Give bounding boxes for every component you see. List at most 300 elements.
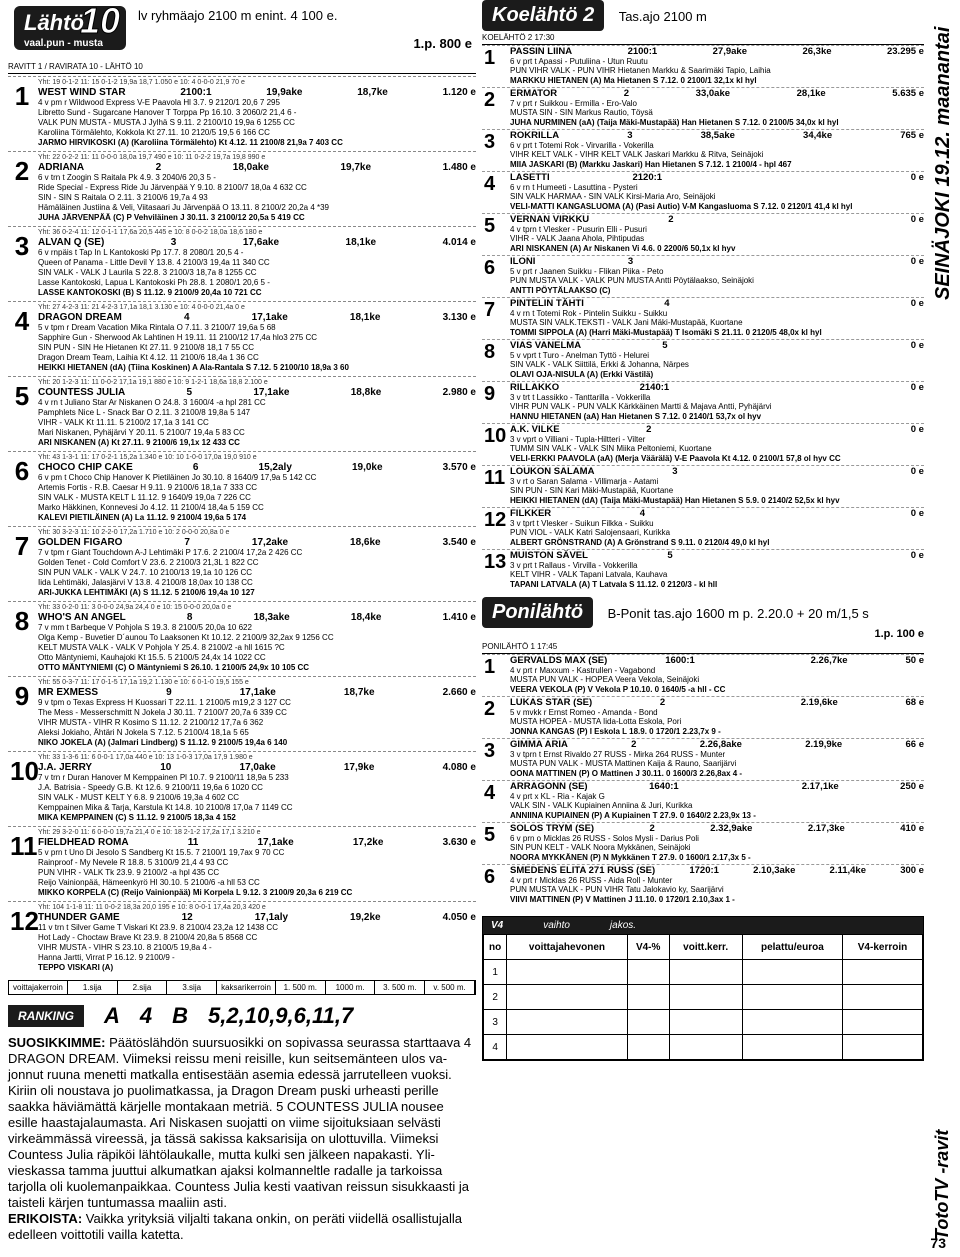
- start-number: 1: [484, 47, 496, 69]
- driver-line: OTTO MÄNTYNIEMI (C) O Mäntyniemi S 26.10. 1 2100/5 24,9x 10 105 CC: [38, 663, 310, 672]
- best-record: 17,1aly: [254, 912, 289, 923]
- driver-line: MIKKO KORPELA (C) (Reijo Vainionpää) Mi Korpela L 9.12. 3 2100/9 20,3a 6 219 CC: [38, 888, 353, 897]
- total-earnings: 2.980 e: [442, 387, 476, 398]
- horse-entry: [482, 654, 924, 696]
- best-record-alt: 18,7ke: [357, 87, 388, 98]
- horse-name-row: [38, 313, 476, 323]
- v4-column-header: V4-%: [627, 935, 669, 960]
- ponilahto-section: [482, 597, 924, 906]
- horse-detail-line: PUN MUSTA VALK - PUN VIHR Tatu Jalokavio ky, Saarijärvi: [510, 885, 724, 894]
- start-number: 7: [14, 531, 30, 561]
- driver-line: VELI-ERKKI PAAVOLA (aA) (Merja Väärälä) V-E Paavola Kt 4.12. 0 2100/1 57,8 ol hyv CC: [510, 453, 841, 463]
- v4-empty-cell: [843, 960, 923, 985]
- horse-entry: [8, 751, 476, 826]
- best-record-alt: 17,2ke: [352, 837, 384, 848]
- total-earnings: 765 e: [900, 130, 924, 141]
- horse-entry: [482, 255, 924, 297]
- horse-name: ROKRILLA: [510, 130, 560, 141]
- horse-detail-line: MUSTA HOPEA - MUSTA Iida-Lotta Eskola, Pori: [510, 717, 682, 726]
- logo-text: Lähtö: [24, 10, 84, 35]
- total-earnings: 2.660 e: [442, 687, 476, 698]
- start-number: 1: [14, 81, 30, 111]
- start-distance: 2120:1: [632, 172, 663, 183]
- v4-empty-cell: [669, 960, 742, 985]
- total-earnings: 300 e: [900, 865, 924, 876]
- v4-row: [484, 985, 923, 1010]
- horse-detail-line: 3 v rt o Saran Salama - Villimarja - Aatami: [510, 476, 659, 486]
- horse-detail-line: SIN VALK - MUST KELT Y 6.8. 9 2100/6 19,3a 4 602 CC: [38, 793, 240, 802]
- horse-entry: [8, 901, 476, 976]
- total-earnings: 0 e: [910, 424, 924, 435]
- horse-name: GERVALDS MAX (SE): [510, 655, 608, 666]
- horse-name-row: [510, 782, 924, 792]
- horse-name: ERMATOR: [510, 88, 558, 99]
- start-distance: 3: [170, 237, 177, 248]
- start-number: 6: [14, 456, 30, 486]
- horse-detail-line: 3 v tprt t Vlesker - Suikun Filkka - Suikku: [510, 518, 654, 528]
- horse-detail-line: 5 v prn t Uno Di Jesolo S Sandberg Kt 15.5. 7 2100/1 19,7ax 9 70 CC: [38, 848, 285, 857]
- start-distance: 5: [662, 340, 668, 351]
- best-record-alt: 34,4ke: [803, 130, 833, 141]
- ranking-b-letter: B: [172, 1003, 189, 1028]
- horse-detail-line: Libretto Sund - Sugarcane Hanover T Torppa Pp 16.10. 3 2060/2 21,4 6 -: [38, 108, 297, 117]
- horse-detail-line: SIN PUN - SIN Kari Mäki-Mustapää, Kuortane: [510, 486, 674, 495]
- horse-detail-line: VALK SIN - VALK Kupiainen Anniina & Juri, Kurikka: [510, 801, 693, 810]
- horse-detail-line: 7 v mm t Barbeque V Pohjola S 19.3. 8 2100/5 20,0a 10 622: [38, 623, 252, 632]
- horse-detail-line: Iida Lehtimäki, Jalasjärvi V 13.8. 4 2100/8 18,0ax 10 138 CC: [38, 578, 253, 587]
- total-earnings: 23.295 e: [886, 46, 924, 57]
- start-number: 4: [484, 782, 496, 804]
- best-record-alt: 18,6ke: [350, 537, 381, 548]
- record-summary: Yht: 33 1-3-6 11: 6 0-0-1 17,0a 440 e 10: 13 1-0-3 17,0a 17,9 1.980 e: [38, 754, 253, 761]
- horse-entry: [8, 601, 476, 676]
- horse-entry: [482, 45, 924, 87]
- race-header: [8, 0, 476, 60]
- start-distance: 2: [659, 697, 666, 708]
- horse-detail-line: 3 v trt t Lassikko - Tanttarilla - Vokkerilla: [510, 392, 651, 402]
- horse-detail-line: Karoliina Törmälehto, Kokkola Kt 27.11. 10 2120/5 19,5 6 166 CC: [38, 128, 270, 137]
- race-line: RAVITT 1 / RAVIRATA 10 - LÄHTÖ 10: [8, 60, 476, 74]
- start-distance: 3: [627, 256, 634, 267]
- horse-name: FIELDHEAD ROMA: [38, 837, 129, 848]
- horse-detail-line: 3 v vprt o Villiani - Tupla-Hiltteri - Vilter: [510, 434, 646, 444]
- horse-name: MR EXMESS: [38, 687, 99, 698]
- v4-row-number: 3: [484, 1010, 507, 1035]
- start-distance: 5: [186, 387, 193, 398]
- horse-entry: [8, 826, 476, 901]
- driver-line: VEERA VEKOLA (P) V Vekola P 10.10. 0 1640/5 -a hll - CC: [510, 684, 726, 694]
- horse-detail-line: 6 v rnpäis t Tap In L Kantokoski Pp 17.7. 8 2080/1 20,5 4 -: [38, 248, 244, 257]
- total-earnings: 1.410 e: [442, 612, 476, 623]
- total-earnings: 0 e: [910, 172, 924, 183]
- horse-name-row: [38, 838, 476, 848]
- driver-line: KALEVI PIETILÄINEN (A) La 11.12. 9 2100/4 19,6a 5 174: [38, 513, 247, 522]
- horse-detail-line: 7 v trn r Duran Hanover M Kemppainen Pl 10.7. 9 2100/11 18,9a 5 233: [38, 773, 289, 782]
- lahto-logo: [14, 0, 126, 50]
- v4-row: [484, 1035, 923, 1060]
- horse-entry: [482, 465, 924, 507]
- start-distance: 11: [187, 837, 199, 848]
- start-number: 3: [484, 740, 496, 762]
- horse-name-row: [510, 173, 924, 183]
- best-record-alt: 19,7ke: [340, 162, 372, 173]
- horse-entry: [8, 451, 476, 526]
- best-record: 17,1ake: [257, 837, 294, 848]
- v4-column-header: pelattu/euroa: [742, 935, 842, 960]
- total-earnings: 4.014 e: [442, 237, 476, 248]
- start-distance: 2: [623, 88, 630, 99]
- driver-line: TEPPO VISKARI (A): [38, 963, 114, 972]
- record-summary: Yht: 33 0-2-0 11: 3 0-0-0 24,9a 24,4 0 e 10: 15 0-0-0 20,0a 0 e: [38, 604, 232, 611]
- driver-line: ANTTI PÖYTÄLAAKSO (C): [510, 285, 611, 295]
- v4-empty-cell: [507, 1035, 628, 1060]
- summary-lead: SUOSIKKIMME:: [8, 1035, 106, 1050]
- start-number: 3: [14, 231, 30, 261]
- time-table-cell: 3.sija: [167, 981, 217, 994]
- horse-detail-line: Hanna Jartti, Virrat P 16.12. 9 2100/9 -: [38, 953, 175, 962]
- start-distance: 5: [667, 550, 673, 561]
- driver-line: ALBERT GRÖNSTRAND (A) A Grönstrand S 9.11. 0 2120/4 49,0 kl hyl: [510, 537, 770, 547]
- horse-entry: [482, 864, 924, 906]
- horse-name-row: [38, 88, 476, 98]
- start-distance: 4: [664, 298, 670, 309]
- best-record-alt: 18,4ke: [350, 612, 382, 623]
- horse-name-row: [38, 238, 476, 248]
- total-earnings: 3.130 e: [442, 312, 476, 323]
- best-record: 17,1ake: [239, 687, 276, 698]
- driver-line: ARI NISKANEN (A) Kt 27.11. 9 2100/6 19,1x 12 433 CC: [38, 438, 240, 447]
- total-earnings: 0 e: [910, 256, 924, 267]
- horse-name: MUISTON SÄVEL: [510, 550, 588, 561]
- horse-name-row: [38, 688, 476, 698]
- horse-name: WEST WIND STAR: [38, 87, 126, 98]
- best-record-alt: 19,2ke: [350, 912, 381, 923]
- horse-detail-line: 5 v vprt t Turo - Anelman Tyttö - Helurei: [510, 350, 650, 360]
- v4-empty-cell: [843, 1010, 923, 1035]
- ranking-label: RANKING: [8, 1005, 84, 1027]
- v4-column-headers: [484, 935, 923, 960]
- v4-column-header: V4-kerroin: [843, 935, 923, 960]
- horse-detail-line: KELT VIHR - VALK Tapani Latvala, Kauhava: [510, 570, 668, 579]
- start-number: 12: [10, 906, 39, 936]
- best-record: 17,0ake: [239, 762, 276, 773]
- horse-name: LOUKON SALAMA: [510, 466, 595, 477]
- koelahto-title: Tas.ajo 2100 m: [618, 9, 707, 25]
- v4-rows: [484, 960, 923, 1060]
- start-number: 8: [14, 606, 30, 636]
- v4-empty-cell: [669, 985, 742, 1010]
- time-table-cell: 3. 500 m.: [375, 981, 425, 994]
- best-record-alt: 2.19,9ke: [805, 739, 843, 750]
- horse-detail-line: VIHR MUSTA - VIHR S 23.10. 8 2100/5 19,8a 4 -: [38, 943, 212, 952]
- best-record-alt: 18,7ke: [343, 687, 375, 698]
- total-earnings: 0 e: [910, 340, 924, 351]
- horse-entry: [482, 129, 924, 171]
- v4-vaihto: vaihto: [543, 920, 570, 931]
- total-earnings: 410 e: [900, 823, 924, 834]
- horse-detail-line: VIHR PUN VALK - PUN VALK Kärkkäinen Martti & Majava Antti, Pyhäjärvi: [510, 402, 772, 411]
- horse-detail-line: VALK PUN MUSTA - MUSTA J Jylhä S 9.11. 2 2100/10 19,9a 6 1255 CC: [38, 118, 295, 127]
- horse-name: CHOCO CHIP CAKE: [38, 462, 133, 473]
- driver-line: MARKKU HIETANEN (A) Ma Hietanen S 7.12. 0 2100/1 32,1x kl hyl: [510, 75, 757, 85]
- driver-line: HANNU HIETANEN (aA) Han Hietanen S 7.12. 0 2140/1 53,7x ol hyv: [510, 411, 762, 421]
- horse-name-row: [510, 866, 924, 876]
- horse-detail-line: 5 v mvkk r Ernst Romeo - Amanda - Bond: [510, 707, 658, 717]
- horse-name: DRAGON DREAM: [38, 312, 122, 323]
- horse-name-row: [38, 913, 476, 923]
- horse-detail-line: 4 v prt r Maxxum - Kastrullen - Vagabond: [510, 665, 656, 675]
- horse-name-row: [510, 551, 924, 561]
- horse-entry: [482, 297, 924, 339]
- v4-empty-cell: [507, 985, 628, 1010]
- start-distance: 2100:1: [180, 87, 212, 98]
- time-table-cell: kaksarikerroin: [217, 981, 276, 994]
- horse-name: ALVAN Q (SE): [38, 237, 105, 248]
- record-summary: Yht: 29 3-2-0 11: 6 0-0-0 19,7a 21,4 0 e 10: 18 2-1-2 17,2a 17,1 3.210 e: [38, 829, 261, 836]
- v4-row: [484, 960, 923, 985]
- horse-name-row: [510, 740, 924, 750]
- horse-name-row: [510, 47, 924, 57]
- total-earnings: 50 e: [905, 655, 924, 666]
- start-number: 7: [484, 299, 496, 321]
- horse-entry: [482, 738, 924, 780]
- driver-line: VIIVI MATTINEN (P) V Mattinen J 11.10. 0 1720/1 2.10,3ax 1 -: [510, 894, 735, 904]
- horse-detail-line: PUN MUSTA VALK - VALK PUN MUSTA Antti Pöytälaakso, Seinäjoki: [510, 276, 754, 285]
- horse-name: ARRAGONN (SE): [510, 781, 588, 792]
- start-distance: 2: [155, 162, 162, 173]
- horse-entry: [8, 376, 476, 451]
- horse-name: A.K. VILKE: [510, 424, 560, 435]
- record-summary: Yht: 55 0-3-7 11: 17 0-1-5 17,1a 19,2 1.130 e 10: 6 0-1-0 19,5 155 e: [38, 679, 249, 686]
- start-distance: 2: [631, 739, 637, 750]
- tototv-banner-text: TotoTV -ravit: [932, 1129, 952, 1240]
- best-record: 17,1ake: [251, 312, 288, 323]
- total-earnings: 68 e: [905, 697, 924, 708]
- best-record-alt: 18,1ke: [345, 237, 377, 248]
- ponilahto-race-line: PONILÄHTÖ 1 17:45: [482, 640, 924, 654]
- horse-name: RILLAKKO: [510, 382, 560, 393]
- horse-name-row: [510, 467, 924, 477]
- horse-detail-line: 7 v tpm r Giant Touchdown A-J Lehtimäki P 17.6. 2 2100/4 17,2a 2 426 CC: [38, 548, 303, 557]
- best-record: 33,0ake: [695, 88, 731, 99]
- horse-name: COUNTESS JULIA: [38, 387, 126, 398]
- horse-detail-line: SIN VALK - MUSTA KELT L 11.12. 9 1640/9 19,0a 7 226 CC: [38, 493, 251, 502]
- koelahto-logo-text: Koelähtö: [492, 4, 578, 26]
- start-number: 2: [484, 89, 496, 111]
- start-distance: 1640:1: [649, 781, 679, 792]
- start-distance: 1720:1: [689, 865, 719, 876]
- horse-detail-line: Olga Kemp - Buvetier D´aunou To Laaksonen Kt 10.12. 2 2100/9 32,2ax 9 1256 CC: [38, 633, 334, 642]
- summary-body: Päätöslähdön suursuosikki on sopivassa seurassa starttaava 4 DRAGON DREAM. Viimeksi reissu meni reisille, kun seitsemänteen ulos vajonnut ruuna menetti matkalla entisestään asemia edessä jarrutelleen vuoksi. Kiriin oli noustava jo puolimatkassa, ja Dragon Dream puski urheasti perille saakka häviämättä kärjelle montakaan metriä. 5 COUNTESS JULIA nousee esille haastajalaumasta. Ari Niskasen suojatti on viime sijoituksiaan selvästi virkeämmässä vireessä, ja tässä sakissa kaksarisija on ulottuvilla. Viimeksi Countess Julia räpiköi lähtölaukalle, mutta kulki sen jälkeen napakasti. Ylivieskassa tamma juuttui alkumatkan ajaksi kolmanneltle radalle ja tarkoissa tarjolla oli kuolemanpaikkaa. Countess Julia kesti vaativan reissun sisukkaasti ja taisteli kärjen tuntumassa maaliin asti.: [8, 1035, 472, 1210]
- horse-detail-line: 6 v prt t Totemi Rok - Virvarilla - Vokerilla: [510, 140, 654, 150]
- horse-detail-line: Aleksi Jokiaho, Ähtäri N Jokela S 7.12. 5 2100/4 18,1a 5 65: [38, 728, 249, 737]
- total-earnings: 1.480 e: [442, 162, 476, 173]
- start-distance: 4: [183, 312, 190, 323]
- horse-entry: [482, 171, 924, 213]
- horse-name-row: [38, 463, 476, 473]
- horse-detail-line: VIHR KELT VALK - VIHR KELT VALK Jaskari Markku & Ritva, Seinäjoki: [510, 150, 764, 159]
- start-distance: 3: [627, 130, 633, 141]
- v4-empty-cell: [507, 1010, 628, 1035]
- horse-detail-line: Marko Häkkinen, Konnevesi Jo 4.12. 11 2100/4 18,4a 5 159 CC: [38, 503, 264, 512]
- horse-detail-line: SIN PUN - SIN He Hietanen Kt 27.11. 9 2100/8 18,1 7 55 CC: [38, 343, 254, 352]
- koelahto-horse-list: [482, 45, 924, 591]
- v4-empty-cell: [627, 985, 669, 1010]
- horse-entry: [482, 696, 924, 738]
- time-table-cell: 1. 500 m.: [276, 981, 326, 994]
- horse-detail-line: 5 v tpm r Dream Vacation Mika Rintala O 7.11. 3 2100/7 19,6a 5 68: [38, 323, 276, 332]
- v4-empty-cell: [843, 1035, 923, 1060]
- best-record: 38,5ake: [700, 130, 735, 141]
- driver-line: VELI-MATTI KANGASLUOMA (A) (Pasi Autio) V-M Kangasluoma S 7.12. 0 2120/1 41,4 kl hyl: [510, 201, 853, 211]
- v4-empty-cell: [669, 1010, 742, 1035]
- horse-detail-line: The Mess - Messerschmitt N Jokela J 30.11. 7 2100/7 20,7a 6 339 CC: [38, 708, 287, 717]
- horse-name: FILKKER: [510, 508, 552, 519]
- driver-line: JARMO HIRVIKOSKI (A) (Karoliina Törmälehto) Kt 4.12. 11 2100/8 21,9a 7 403 CC: [38, 138, 343, 147]
- horse-detail-line: Hot Lady - Choctaw Brave Kt 23.9. 8 2100/4 20,8a 5 8568 CC: [38, 933, 258, 942]
- start-number: 13: [484, 551, 507, 573]
- logo-subtitle: vaal.pun - musta: [24, 38, 103, 49]
- ranking-b-value: 5,2,10,9,6,11,7: [208, 1003, 354, 1028]
- best-record: 17,1ake: [253, 387, 290, 398]
- v4-row: [484, 1010, 923, 1035]
- best-record-alt: 18,8ke: [350, 387, 382, 398]
- best-record-alt: 18,1ke: [349, 312, 381, 323]
- horse-detail-line: 6 v prt t Apassi - Putuliina - Utun Ruutu: [510, 56, 648, 66]
- horse-entry: [8, 76, 476, 151]
- horse-detail-line: MUSTA SIN - SIN Markus Rautio, Töysä: [510, 108, 653, 117]
- ranking-bar: [8, 1003, 476, 1029]
- horse-detail-line: Otto Mäntyniemi, Kauhajoki Kt 15.5. 5 2100/5 24,4x 14 1022 CC: [38, 653, 266, 662]
- driver-line: ANNIINA KUPIAINEN (P) A Kupiainen T 27.9. 0 1640/2 2.23,9x 13 -: [510, 810, 756, 820]
- start-number: 2: [484, 698, 496, 720]
- v4-title: V4: [491, 920, 504, 931]
- best-record: 18,0ake: [232, 162, 269, 173]
- horse-entry: [482, 381, 924, 423]
- best-record-alt: 2.19,6ke: [800, 697, 838, 708]
- horse-detail-line: MUSTA SIN VALK.TEKSTI - VALK Jani Mäki-Mustapää, Kuortane: [510, 318, 743, 327]
- horse-name-row: [510, 341, 924, 351]
- start-distance: 8: [186, 612, 193, 623]
- v4-jakos: jakos.: [609, 920, 637, 931]
- driver-line: NIKO JOKELA (A) (Jalmari Lindberg) S 11.12. 9 2100/5 19,4a 6 140: [38, 738, 288, 747]
- driver-line: JUHA JÄRVENPÄÄ (C) P Vehviläinen J 30.11. 3 2100/12 20,5a 5 419 CC: [38, 213, 305, 222]
- horse-name-row: [38, 538, 476, 548]
- horse-name: PINTELIN TÄHTI: [510, 298, 584, 309]
- ponilahto-logo: Ponilähtö: [482, 597, 593, 628]
- total-earnings: 0 e: [910, 466, 924, 477]
- total-earnings: 66 e: [905, 739, 924, 750]
- horse-detail-line: SIN VALK - VALK J Laurila S 22.8. 3 2100/3 18,7a 8 1255 CC: [38, 268, 257, 277]
- horse-detail-line: SIN PUN VALK - VALK V 24.7. 10 2100/13 19,1a 10 126 CC: [38, 568, 253, 577]
- horse-entry: [8, 526, 476, 601]
- horse-name-row: [510, 215, 924, 225]
- horse-entry: [482, 507, 924, 549]
- horse-entry: [482, 549, 924, 591]
- driver-line: HEIKKI HIETANEN (dA) (Tiina Koskinen) A Ala-Rantala S 7.12. 5 2100/10 18,9a 3 60: [38, 363, 349, 372]
- start-distance: 2140:1: [639, 382, 670, 393]
- koelahto-logo-num: 2: [583, 4, 595, 26]
- start-number: 10: [10, 756, 39, 786]
- start-distance: 2: [646, 424, 652, 435]
- total-earnings: 0 e: [910, 382, 924, 393]
- horse-detail-line: 9 v tpm o Texas Express H Kuossari T 22.11. 1 2100/5 m19,2 3 127 CC: [38, 698, 291, 707]
- horse-name: SOLOS TRYM (SE): [510, 823, 595, 834]
- start-distance: 4: [639, 508, 646, 519]
- start-number: 9: [14, 681, 30, 711]
- start-distance: 10: [160, 762, 172, 773]
- horse-detail-line: PUN VIHR VALK - PUN VIHR Hietanen Markku & Saarimäki Tapio, Laihia: [510, 66, 771, 75]
- horse-entry: [8, 151, 476, 226]
- total-earnings: 4.050 e: [442, 912, 476, 923]
- horse-list: [8, 76, 476, 976]
- v4-row-number: 1: [484, 960, 507, 985]
- total-earnings: 3.540 e: [442, 537, 476, 548]
- driver-line: TAPANI LATVALA (A) T Latvala S 11.12. 0 2120/3 - kl hll: [510, 579, 718, 589]
- koelahto-section: [482, 0, 924, 591]
- record-summary: Yht: 36 0-2-4 11: 12 0-1-1 17,6a 20,5 445 e 10: 8 0-0-2 18,0a 18,6 180 e: [38, 229, 263, 236]
- horse-detail-line: Reijo Vainionpää, Hämeenkyrö Hl 30.10. 5 2100/6 -a hll 53 CC: [38, 878, 260, 887]
- best-record: 2.26,8ake: [699, 739, 742, 750]
- start-number: 11: [484, 467, 506, 489]
- horse-detail-line: 6 v rn t Humeeti - Lasuttina - Pysteri: [510, 182, 638, 192]
- v4-empty-cell: [843, 985, 923, 1010]
- horse-detail-line: Ride Special - Express Ride Ju Järvenpää Y 9.10. 8 2100/7 18,0a 4 632 CC: [38, 183, 307, 192]
- horse-detail-line: 7 v prt r Suikkou - Ermilla - Ero-Valo: [510, 98, 637, 108]
- start-number: 12: [484, 509, 507, 531]
- special-body: Vaikka yrityksiä viljalti takana onkin, on peräti viidellä osallistujalla edelleen voittotili vailla katetta.: [8, 1211, 462, 1242]
- logo-number: 10: [79, 0, 120, 41]
- horse-entry: [482, 87, 924, 129]
- record-summary: Yht: 30 3-2-3 11: 10 2-2-0 17,2a 1.710 e 10: 2 0-0-0 20,8a 0 e: [38, 529, 230, 536]
- horse-detail-line: 4 v prt r Micklas 26 RUSS - Aida Roll - Munter: [510, 875, 673, 885]
- driver-line: MIKA KEMPPAINEN (C) S 11.12. 9 2100/5 18,3a 4 152: [38, 813, 236, 822]
- horse-entry: [8, 301, 476, 376]
- horse-entry: [482, 339, 924, 381]
- horse-detail-line: Dragon Dream Team, Laihia Kt 4.12. 11 2100/6 18,4a 1 36 CC: [38, 353, 259, 362]
- time-table-cell: 1000 m.: [326, 981, 376, 994]
- start-number: 5: [484, 215, 496, 237]
- time-table-cell: 2.sija: [118, 981, 168, 994]
- horse-name: J.A. JERRY: [38, 762, 93, 773]
- horse-name-row: [510, 509, 924, 519]
- v4-empty-cell: [742, 960, 842, 985]
- v4-empty-cell: [742, 985, 842, 1010]
- time-table-cell: 1.sija: [68, 981, 118, 994]
- horse-name: VERNAN VIRKKU: [510, 214, 590, 225]
- ponilahto-prize: 1.p. 100 e: [874, 628, 924, 640]
- horse-name-row: [38, 613, 476, 623]
- total-earnings: 0 e: [910, 508, 924, 519]
- horse-detail-line: SIN - SIN S Raitala O 2.11. 3 2100/6 19,7a 4 93: [38, 193, 208, 202]
- horse-name: SMEDENS ELITA 271 RUSS (SE): [510, 865, 656, 876]
- horse-detail-line: SIN VALK HARMAA - SIN VALK Kirsi-Maria Aro, Seinäjoki: [510, 192, 716, 201]
- horse-name: THUNDER GAME: [38, 912, 120, 923]
- horse-name-row: [510, 257, 924, 267]
- horse-name-row: [510, 824, 924, 834]
- v4-empty-cell: [627, 960, 669, 985]
- horse-name: VIAS VANELMA: [510, 340, 582, 351]
- total-earnings: 0 e: [910, 298, 924, 309]
- v4-empty-cell: [742, 1035, 842, 1060]
- record-summary: Yht: 22 0-2-2 11: 11 0-0-0 18,0a 19,7 490 e 10: 11 0-2-2 19,7a 19,8 990 e: [38, 154, 266, 161]
- horse-name-row: [510, 89, 924, 99]
- horse-name-row: [510, 425, 924, 435]
- horse-detail-line: 3 v tprn t Ernst Rivaldo 27 RUSS - Mirka 264 RUSS - Munter: [510, 749, 726, 759]
- horse-detail-line: Hämäläinen Justiina & Veli, Viitasaari Ju Järvenpää O 13.11. 8 2100/2 20,2a 4 *39: [38, 203, 330, 212]
- best-record: 2.10,3ake: [753, 865, 796, 876]
- horse-name-row: [510, 656, 924, 666]
